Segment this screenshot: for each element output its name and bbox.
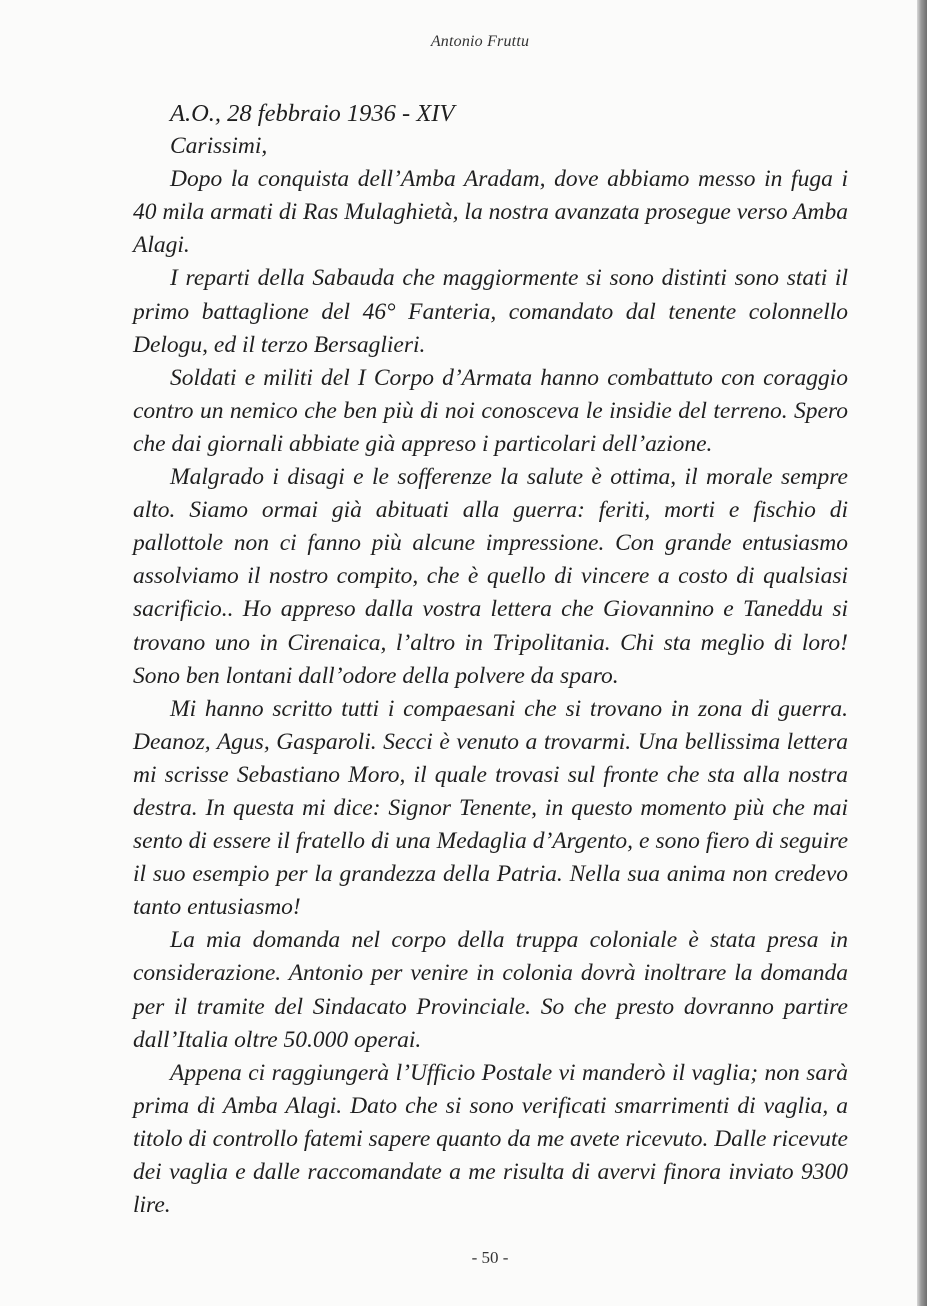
scan-edge-shadow (917, 0, 927, 1306)
letter-paragraph: Dopo la conquista dell’Amba Aradam, dove abbiamo messo in fuga i 40 mila armati di Ras Mulaghietà, la nostra avanzata prosegue verso Amba Alagi. (133, 166, 848, 259)
letter-paragraph: I reparti della Sabauda che maggiormente si sono distinti sono stati il primo battaglione del 46° Fanteria, comandato dal tenente colonnello Delogu, ed il terzo Bersaglieri. (133, 265, 848, 358)
running-header-author: Antonio Fruttu (430, 33, 530, 50)
letter-paragraph: Mi hanno scritto tutti i compaesani che si trovano in zona di guerra. Deanoz, Agus, Gasparoli. Secci è venuto a trovarmi. Una bellissima lettera mi scrisse Sebastiano Moro, il quale trovasi sul fronte che sta alla nostra destra. In questa mi dice: Signor Tenente, in questo momento più che mai sento di essere il fratello di una Medaglia d’Argento, e sono fiero di seguire il suo esempio per la grandezza della Patria. Nella sua anima non credevo tanto entusiasmo! (133, 695, 848, 921)
page-number: - 50 - (471, 1248, 509, 1267)
letter-body (133, 97, 848, 1222)
letter-paragraph: Appena ci raggiungerà l’Ufficio Postale vi manderò il vaglia; non sarà prima di Amba Alagi. Dato che si sono verificati smarrimenti di vaglia, a titolo di controllo fatemi sapere quanto da me avete ricevuto. Dalle ricevute dei vaglia e dalle raccomandate a me risulta di avervi finora inviato 9300 lire. (133, 1059, 848, 1219)
letter-paragraph: Malgrado i disagi e le sofferenze la salute è ottima, il morale sempre alto. Siamo ormai già abituati alla guerra: feriti, morti e fischio di pallottole non ci fanno più alcune impressione. Con grande entusiasmo assolviamo il nostro compito, che è quello di vincere a costo di qualsiasi sacrificio.. Ho appreso dalla vostra lettera che Giovannino e Taneddu si trovano uno in Cirenaica, l’altro in Tripolitania. Chi sta meglio di loro! Sono ben lontani dall’odore della polvere da sparo. (133, 464, 848, 689)
letter-dateline: A.O., 28 febbraio 1936 - XIV (170, 100, 455, 127)
letter-salutation: Carissimi, (170, 133, 268, 160)
letter-paragraph: La mia domanda nel corpo della truppa coloniale è stata presa in considerazione. Antonio per venire in colonia dovrà inoltrare la domanda per il tramite del Sindacato Provinciale. So che presto dovranno partire dall’Italia oltre 50.000 operai. (133, 927, 848, 1053)
letter-paragraph: Soldati e militi del I Corpo d’Armata hanno combattuto con coraggio contro un nemico che ben più di noi conosceva le insidie del terreno. Spero che dai giornali abbiate già appreso i particolari dell’azione. (133, 364, 848, 457)
